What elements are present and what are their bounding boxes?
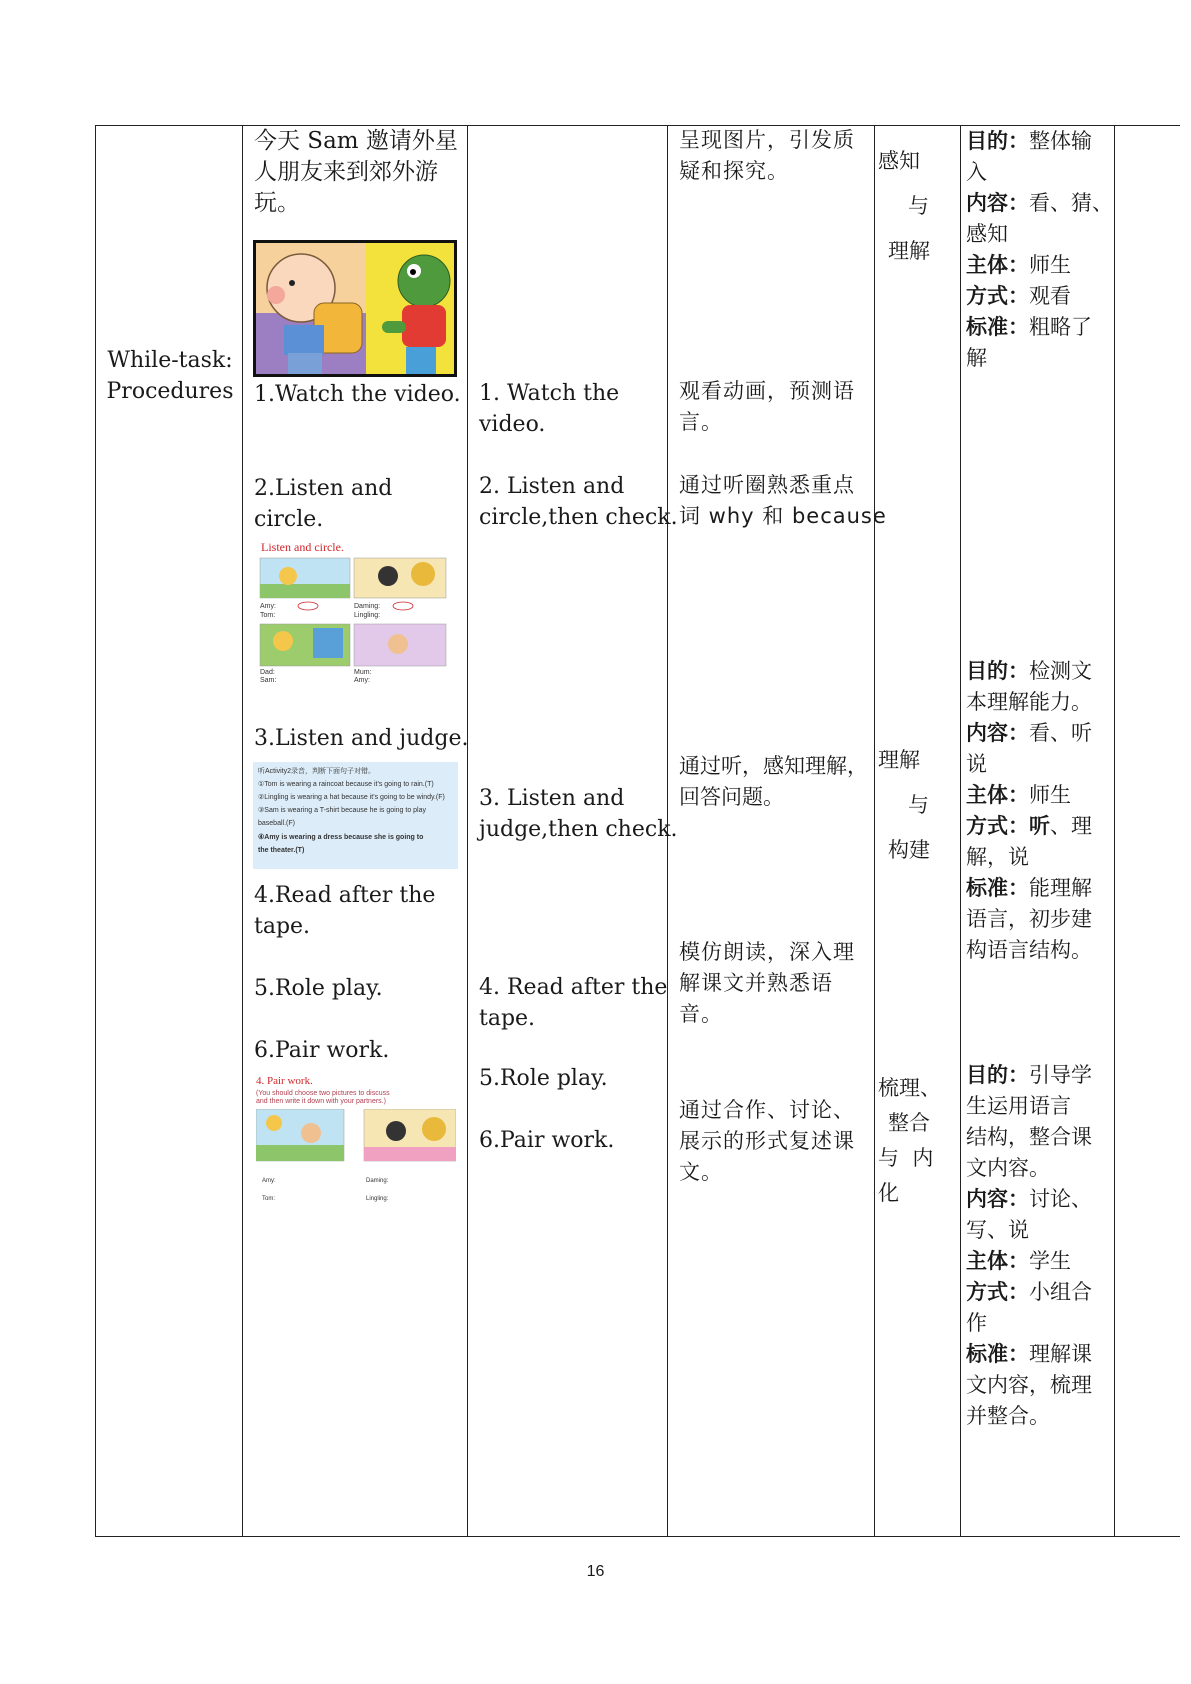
listen-circle-worksheet xyxy=(258,540,458,685)
purpose-line: 通过听，感知理解， xyxy=(679,754,868,778)
goal-line xyxy=(966,188,1113,219)
step-4-read-tape xyxy=(254,880,435,942)
goal-value: 感知 xyxy=(966,222,1008,246)
level-3 xyxy=(878,1071,958,1211)
goal-value: 讨论、 xyxy=(1029,1187,1092,1211)
judge-line: ①Tom is wearing a raincoat because it's going to rain.(T) xyxy=(258,781,434,788)
circle-name: Sam: xyxy=(260,677,277,684)
step-6-pair-work: 6.Pair work. xyxy=(254,1038,390,1063)
goal-value: 师生 xyxy=(1029,783,1071,807)
goal-line xyxy=(966,1153,1092,1184)
purpose-6 xyxy=(679,1095,855,1188)
stage-line-2: Procedures xyxy=(106,379,234,404)
purpose-line: 呈现图片，引发质 xyxy=(679,128,855,152)
purpose-line: 观看动画，预测语 xyxy=(679,379,855,403)
circle-name: Mum: xyxy=(354,669,372,676)
activity-line: judge,then check. xyxy=(479,817,678,842)
goal-value: 并整合。 xyxy=(966,1404,1050,1428)
purpose-line: 言。 xyxy=(679,410,723,434)
goal-line xyxy=(966,656,1092,687)
goal-line xyxy=(966,749,1092,780)
judge-line: ④Amy is wearing a dress because she is going to xyxy=(258,834,424,841)
goal-key: 方式： xyxy=(966,1280,1029,1304)
step-4-line: 4.Read after the xyxy=(254,883,436,908)
level-line: 构建 xyxy=(888,838,930,862)
step-2-line: circle. xyxy=(254,507,324,532)
purpose-line: 展示的形式复述课 xyxy=(679,1129,855,1153)
sam-alien-image xyxy=(253,240,457,377)
goal-line xyxy=(966,343,1113,374)
pair-name: Tom: xyxy=(262,1196,276,1202)
purpose-3 xyxy=(679,470,887,532)
goal-value: 粗略了 xyxy=(1029,315,1092,339)
col-border-6 xyxy=(1114,125,1115,1537)
goal-value: 看、听 xyxy=(1029,721,1092,745)
goal-line xyxy=(966,687,1092,718)
goal-line xyxy=(966,312,1113,343)
goal-value: 作 xyxy=(966,1311,987,1335)
level-line: 理解 xyxy=(888,239,930,263)
activity-line: 2. Listen and xyxy=(479,474,625,499)
judge-line: 听Activity2录音，判断下面句子对错。 xyxy=(258,768,376,775)
goal-value: 看、猜、 xyxy=(1029,191,1113,215)
goal-line xyxy=(966,842,1092,873)
goal-key: 内容： xyxy=(966,721,1029,745)
goal-key: 主体： xyxy=(966,253,1029,277)
goal-key: 内容： xyxy=(966,1187,1029,1211)
intro-line: 人朋友来到郊外游 xyxy=(254,159,438,185)
level-2 xyxy=(878,738,958,873)
pair-work-subtitle: and then write it down with your partners.) xyxy=(256,1098,386,1105)
pair-name: Daming: xyxy=(366,1178,389,1184)
purpose-line: 音。 xyxy=(679,1002,723,1026)
goal-key: 目的： xyxy=(966,1063,1029,1087)
level-line: 与 内 xyxy=(878,1146,934,1170)
goal-line xyxy=(966,1060,1092,1091)
goal-value: 引导学 xyxy=(1029,1063,1092,1087)
col-border-4 xyxy=(874,125,875,1537)
goal-line xyxy=(966,718,1092,749)
goal-line xyxy=(966,1401,1092,1432)
goal-line xyxy=(966,219,1113,250)
level-line: 与 xyxy=(908,194,929,218)
pair-work-worksheet xyxy=(256,1075,456,1205)
goal-line xyxy=(966,1308,1092,1339)
goal-line xyxy=(966,1215,1092,1246)
goal-value: 能理解 xyxy=(1029,876,1092,900)
goal-key: 主体： xyxy=(966,1249,1029,1273)
goal-key: 方式： xyxy=(966,284,1029,308)
goal-value: 整体输 xyxy=(1029,129,1092,153)
activity-line: tape. xyxy=(479,1006,536,1031)
purpose-line: 词 why 和 because xyxy=(679,504,887,528)
goal-block-1 xyxy=(966,126,1113,374)
goal-value: 语言，初步建 xyxy=(966,907,1092,931)
goal-line xyxy=(966,281,1113,312)
activity-3 xyxy=(479,783,678,845)
level-1 xyxy=(878,139,958,274)
purpose-line: 通过合作、讨论、 xyxy=(679,1098,855,1122)
goal-line xyxy=(966,1122,1092,1153)
purpose-1 xyxy=(679,125,855,187)
circle-name: Amy: xyxy=(354,677,370,684)
goal-line xyxy=(966,157,1113,188)
circle-name: Lingling: xyxy=(354,612,381,619)
goal-line xyxy=(966,1246,1092,1277)
purpose-line: 模仿朗读，深入理 xyxy=(679,940,855,964)
goal-key: 主体： xyxy=(966,783,1029,807)
col-border-2 xyxy=(467,125,468,1537)
activity-line: video. xyxy=(479,412,546,437)
level-line: 梳理、 xyxy=(878,1076,941,1100)
intro-line: 今天 Sam 邀请外星 xyxy=(254,128,458,154)
page-number: 16 xyxy=(586,1563,605,1580)
purpose-5 xyxy=(679,937,855,1030)
activity-line: 4. Read after the xyxy=(479,975,668,1000)
goal-line xyxy=(966,126,1113,157)
col-border-1 xyxy=(242,125,243,1537)
activity-2 xyxy=(479,471,678,533)
col-border-0 xyxy=(95,125,96,1537)
purpose-2 xyxy=(679,376,855,438)
goal-key: 目的： xyxy=(966,659,1029,683)
activity-line: circle,then check. xyxy=(479,505,678,530)
goal-value: 师生 xyxy=(1029,253,1071,277)
goal-key: 目的： xyxy=(966,129,1029,153)
activity-6: 6.Pair work. xyxy=(479,1128,615,1153)
goal-value: 解，说 xyxy=(966,845,1029,869)
pair-work-title: 4. Pair work. xyxy=(256,1075,313,1087)
listen-judge-worksheet xyxy=(253,762,458,869)
goal-key: 内容： xyxy=(966,191,1029,215)
circle-name: Amy: xyxy=(260,603,276,610)
step-1-watch: 1.Watch the video. xyxy=(254,382,461,407)
pair-name: Amy: xyxy=(262,1178,276,1184)
goal-value: 解 xyxy=(966,346,987,370)
pair-work-subtitle: (You should choose two pictures to discuss xyxy=(256,1090,390,1097)
goal-line xyxy=(966,1184,1092,1215)
judge-line: ②Lingling is wearing a hat because it's going to be windy.(F) xyxy=(258,794,445,801)
step-5-role-play: 5.Role play. xyxy=(254,976,383,1001)
goal-line xyxy=(966,1091,1092,1122)
purpose-line: 文。 xyxy=(679,1160,723,1184)
purpose-line: 通过听圈熟悉重点 xyxy=(679,473,855,497)
judge-line: ③Sam is wearing a T-shirt because he is going to play xyxy=(258,807,427,814)
level-line: 感知 xyxy=(878,149,920,173)
purpose-line: 回答问题。 xyxy=(679,785,784,809)
goal-value: 文内容，梳理 xyxy=(966,1373,1092,1397)
activity-4 xyxy=(479,972,667,1034)
activity-1 xyxy=(479,378,619,440)
pair-name: Lingling: xyxy=(366,1196,389,1202)
step-2-listen-circle xyxy=(254,473,392,535)
step-3-listen-judge: 3.Listen and judge. xyxy=(254,726,469,751)
goal-block-3 xyxy=(966,1060,1092,1432)
goal-key: 方式：听 xyxy=(966,814,1050,838)
activity-5: 5.Role play. xyxy=(479,1066,608,1091)
step-4-line: tape. xyxy=(254,914,311,939)
goal-value: 入 xyxy=(966,160,987,184)
judge-line: the theater.(T) xyxy=(258,847,305,854)
circle-name: Dad: xyxy=(260,669,275,676)
goal-value: 说 xyxy=(966,752,987,776)
table-bottom-border xyxy=(95,1536,1180,1537)
purpose-line: 疑和探究。 xyxy=(679,159,789,183)
listen-circle-panels xyxy=(258,556,458,685)
goal-line xyxy=(966,904,1092,935)
goal-line xyxy=(966,1277,1092,1308)
level-line: 理解 xyxy=(878,748,920,772)
circle-name: Tom: xyxy=(260,612,276,619)
level-line: 化 xyxy=(878,1181,899,1205)
goal-value: 本理解能力。 xyxy=(966,690,1092,714)
goal-key: 标准： xyxy=(966,1342,1029,1366)
goal-line xyxy=(966,873,1092,904)
goal-value: 构语言结构。 xyxy=(966,938,1092,962)
level-line: 整合 xyxy=(888,1111,930,1135)
goal-value: 生运用语言 xyxy=(966,1094,1071,1118)
level-line: 与 xyxy=(908,793,929,817)
circle-name: Daming: xyxy=(354,603,381,610)
goal-line xyxy=(966,811,1092,842)
intro-line: 玩。 xyxy=(254,190,300,216)
goal-line xyxy=(966,1370,1092,1401)
activity-line: 3. Listen and xyxy=(479,786,625,811)
listen-circle-title: Listen and circle. xyxy=(261,540,344,554)
stage-label xyxy=(100,345,240,407)
judge-line: baseball.(F) xyxy=(258,820,295,827)
goal-value: 、理 xyxy=(1050,814,1092,838)
goal-line xyxy=(966,250,1113,281)
goal-line xyxy=(966,780,1092,811)
sam-alien-illustration xyxy=(256,243,454,374)
goal-value: 检测文 xyxy=(1029,659,1092,683)
pair-work-panels xyxy=(256,1109,456,1163)
goal-value: 写、说 xyxy=(966,1218,1029,1242)
col-border-5 xyxy=(960,125,961,1537)
activity-line: 1. Watch the xyxy=(479,381,620,406)
goal-value: 小组合 xyxy=(1029,1280,1092,1304)
purpose-4 xyxy=(679,751,868,813)
intro-text xyxy=(254,126,458,219)
goal-key: 标准： xyxy=(966,876,1029,900)
stage-line-1: While-task: xyxy=(107,348,233,373)
purpose-line: 解课文并熟悉语 xyxy=(679,971,833,995)
goal-block-2 xyxy=(966,656,1092,966)
goal-value: 结构，整合课 xyxy=(966,1125,1092,1149)
goal-line xyxy=(966,1339,1092,1370)
step-2-line: 2.Listen and xyxy=(254,476,393,501)
goal-value: 学生 xyxy=(1029,1249,1071,1273)
goal-value: 理解课 xyxy=(1029,1342,1092,1366)
goal-line xyxy=(966,935,1092,966)
goal-value: 文内容。 xyxy=(966,1156,1050,1180)
goal-key: 标准： xyxy=(966,315,1029,339)
goal-value: 观看 xyxy=(1029,284,1071,308)
